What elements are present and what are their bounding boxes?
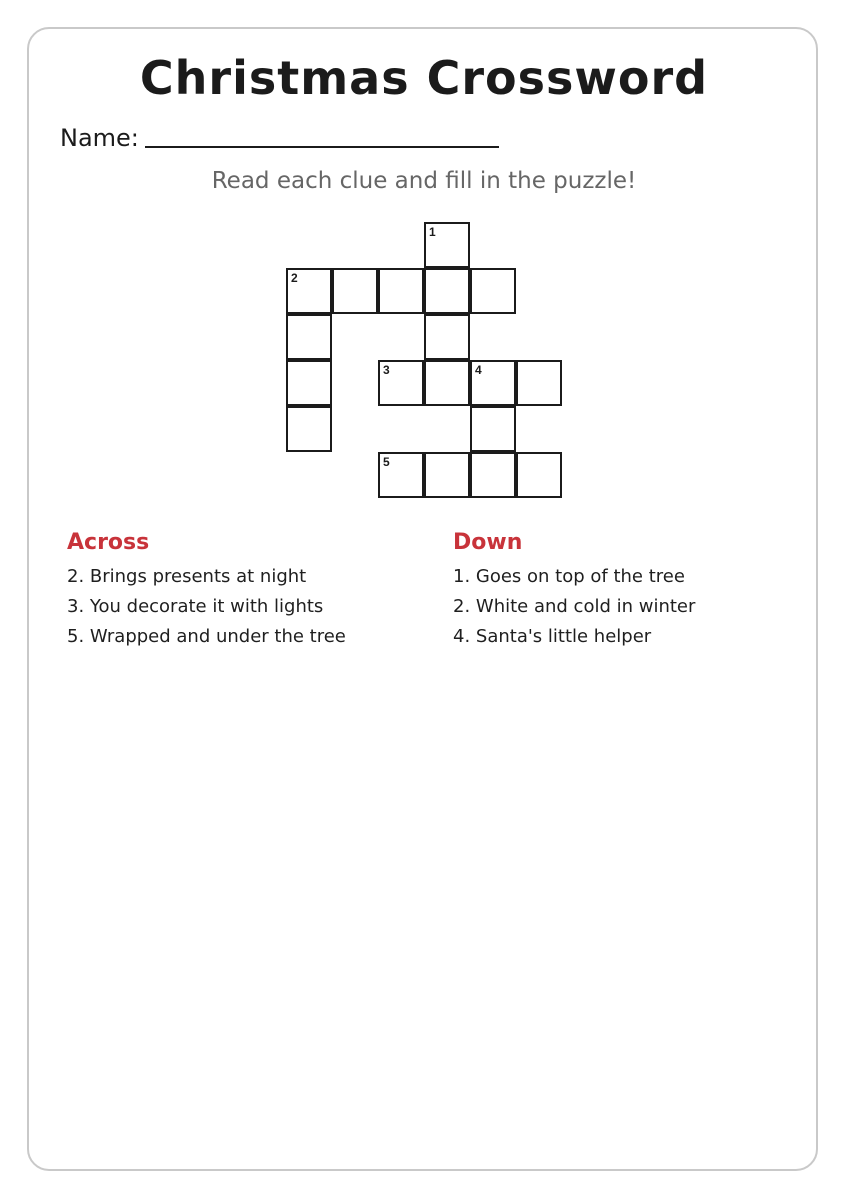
clue-number: 1 [429,225,436,239]
clue-number: 5 [383,455,390,469]
grid-cell[interactable] [470,406,516,452]
clue-number: 2 [291,271,298,285]
down-heading: Down [453,530,523,555]
clue-number: 4 [475,363,482,377]
name-label: Name: [60,124,139,152]
grid-cell[interactable] [332,268,378,314]
grid-cell[interactable] [378,452,424,498]
grid-cell[interactable] [286,406,332,452]
grid-cell[interactable] [424,222,470,268]
across-clue: 2. Brings presents at night [67,566,307,587]
across-heading: Across [67,530,150,555]
grid-cell[interactable] [424,268,470,314]
grid-cell[interactable] [470,268,516,314]
down-clue: 1. Goes on top of the tree [453,566,685,587]
instructions: Read each clue and fill in the puzzle! [211,168,637,194]
grid-cell[interactable] [424,452,470,498]
grid-cell[interactable] [470,452,516,498]
grid-cell[interactable] [516,360,562,406]
down-clue: 4. Santa's little helper [453,626,652,647]
grid-cell[interactable] [424,360,470,406]
page-title: Christmas Crossword [139,51,709,105]
crossword-grid [0,0,848,520]
down-clue: 2. White and cold in winter [453,596,696,617]
across-clue: 5. Wrapped and under the tree [67,626,346,647]
grid-cell[interactable] [286,268,332,314]
across-clues [67,528,447,652]
across-clue: 3. You decorate it with lights [67,596,324,617]
grid-cell[interactable] [286,360,332,406]
down-clues [453,528,833,652]
grid-cell[interactable] [378,360,424,406]
grid-cell[interactable] [470,360,516,406]
clue-number: 3 [383,363,390,377]
grid-cell[interactable] [378,268,424,314]
grid-cell[interactable] [516,452,562,498]
grid-cell[interactable] [286,314,332,360]
grid-cell[interactable] [424,314,470,360]
